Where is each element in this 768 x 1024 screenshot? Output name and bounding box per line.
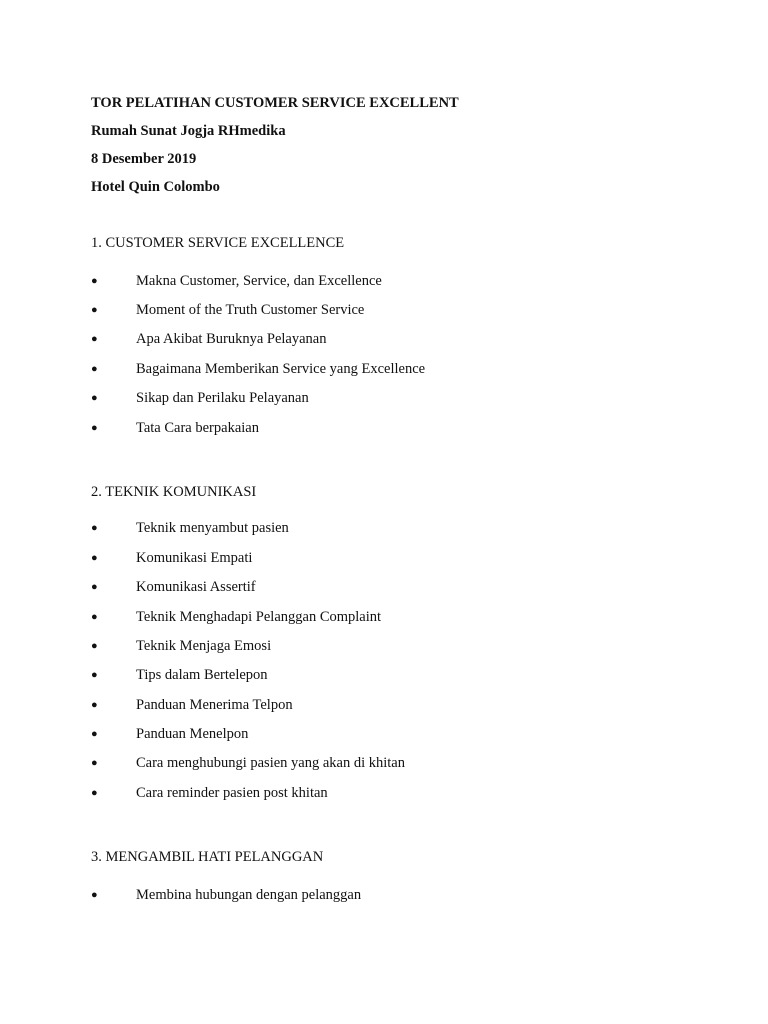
bullet-icon: ● [91,787,98,799]
bullet-icon: ● [91,889,98,901]
section-3-title: 3. MENGAMBIL HATI PELANGGAN [91,849,324,865]
bullet-icon: ● [91,392,98,404]
list-item-text: Cara menghubungi pasien yang akan di khitan [136,755,405,771]
event-venue: Hotel Quin Colombo [91,179,220,195]
bullet-icon: ● [91,669,98,681]
list-item-text: Makna Customer, Service, dan Excellence [136,273,382,289]
list-item-text: Panduan Menerima Telpon [136,697,293,713]
list-item-text: Teknik menyambut pasien [136,520,289,536]
list-item-text: Apa Akibat Buruknya Pelayanan [136,331,327,347]
list-item-text: Teknik Menjaga Emosi [136,638,272,654]
section-2-title: 2. TEKNIK KOMUNIKASI [91,484,257,500]
bullet-icon: ● [91,304,98,316]
list-item-text: Tips dalam Bertelepon [136,667,268,683]
bullet-icon: ● [91,581,98,593]
bullet-icon: ● [91,757,98,769]
document-title: TOR PELATIHAN CUSTOMER SERVICE EXCELLENT [91,95,459,111]
organization-name: Rumah Sunat Jogja RHmedika [91,123,286,139]
list-item-text: Teknik Menghadapi Pelanggan Complaint [136,609,382,625]
list-item-text: Bagaimana Memberikan Service yang Excellence [136,361,426,377]
list-item-text: Panduan Menelpon [136,726,249,742]
bullet-icon: ● [91,422,98,434]
bullet-icon: ● [91,699,98,711]
list-item-text: Sikap dan Perilaku Pelayanan [136,390,309,406]
list-item-text: Komunikasi Assertif [136,579,256,595]
bullet-icon: ● [91,363,98,375]
list-item-text: Cara reminder pasien post khitan [136,785,328,801]
list-item-text: Membina hubungan dengan pelanggan [136,887,362,903]
bullet-icon: ● [91,333,98,345]
bullet-icon: ● [91,640,98,652]
bullet-icon: ● [91,275,98,287]
list-item-text: Komunikasi Empati [136,550,253,566]
bullet-icon: ● [91,728,98,740]
section-1-title: 1. CUSTOMER SERVICE EXCELLENCE [91,235,345,251]
bullet-icon: ● [91,552,98,564]
bullet-icon: ● [91,522,98,534]
list-item-text: Moment of the Truth Customer Service [136,302,365,318]
bullet-icon: ● [91,611,98,623]
list-item-text: Tata Cara berpakaian [136,420,259,436]
event-date: 8 Desember 2019 [91,151,197,167]
